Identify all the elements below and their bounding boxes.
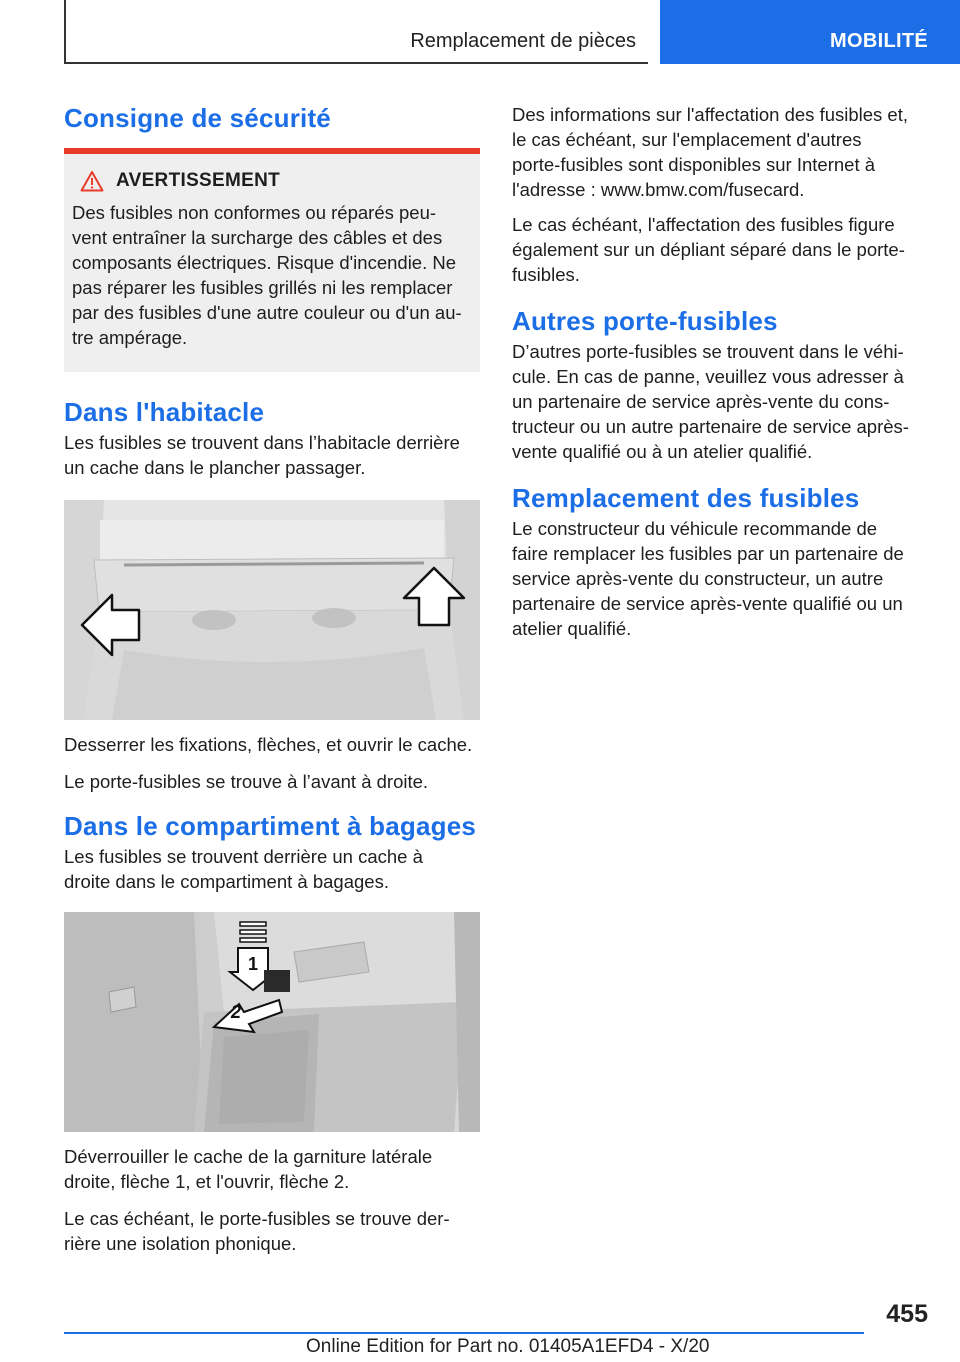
- trunk-note-line: rière une isolation phonique.: [64, 1233, 297, 1254]
- leaflet-line: fusibles.: [512, 264, 580, 285]
- cabin-location: Le porte-fusibles se trouve à l’avant à droite.: [64, 771, 429, 792]
- cabin-heading: Dans l'habitacle: [64, 397, 265, 427]
- replace-line: service après-vente du constructeur, un autre: [512, 568, 884, 589]
- section-tab-label: MOBILITÉ: [830, 30, 928, 52]
- trunk-text-line: droite dans le compartiment à bagages.: [64, 871, 389, 892]
- page-number: 455: [886, 1300, 928, 1328]
- warning-line: tre ampérage.: [72, 327, 188, 348]
- replace-line: faire remplacer les fusibles par un partenaire de: [512, 543, 904, 564]
- warning-line: vent entraîner la surcharge des câbles et des: [72, 227, 443, 248]
- replace-line: Le constructeur du véhicule recommande de: [512, 518, 878, 539]
- replace-line: partenaire de service après-vente qualifié ou un: [512, 593, 903, 614]
- warning-line: par des fusibles d'une autre couleur ou d'un au-: [72, 302, 462, 323]
- info-line: porte-fusibles sont disponibles sur Internet à: [512, 154, 876, 175]
- trunk-text-line: Les fusibles se trouvent derrière un cache à: [64, 846, 423, 867]
- chapter-title: Remplacement de pièces: [410, 30, 636, 52]
- trunk-heading: Dans le compartiment à bagages: [64, 811, 477, 841]
- leaflet-line: Le cas échéant, l'affectation des fusibles figure: [512, 214, 895, 235]
- trunk-caption-line: droite, flèche 1, et l'ouvrir, flèche 2.: [64, 1171, 350, 1192]
- other-line: tructeur ou un autre partenaire de service après-: [512, 416, 909, 437]
- other-line: un partenaire de service après-vente du cons-: [512, 391, 890, 412]
- cabin-fuse-cover-photo: [64, 500, 480, 720]
- other-line: D’autres porte-fusibles se trouvent dans le véhi-: [512, 341, 904, 362]
- trunk-note-line: Le cas échéant, le porte-fusibles se trouve der-: [64, 1208, 450, 1229]
- cabin-text-line: Les fusibles se trouvent dans l’habitacle derrière: [64, 432, 460, 453]
- info-line: Des informations sur l'affectation des fusibles et,: [512, 104, 908, 125]
- footer-rule: [64, 1332, 864, 1334]
- info-line: le cas échéant, sur l'emplacement d'autres: [512, 129, 862, 150]
- warning-box: [64, 154, 480, 372]
- leaflet-line: également sur un dépliant séparé dans le porte-: [512, 239, 905, 260]
- left-column: [64, 100, 480, 1256]
- other-fuse-box-heading: Autres porte-fusibles: [512, 306, 778, 336]
- other-line: vente qualifié ou à un atelier qualifié.: [512, 441, 813, 462]
- replace-line: atelier qualifié.: [512, 618, 632, 639]
- warning-line: composants électriques. Risque d'incendie. Ne: [72, 252, 457, 273]
- callout-2-label: 2: [230, 1002, 242, 1022]
- right-column: [512, 102, 926, 641]
- trunk-side-trim-photo: [64, 912, 480, 1132]
- replace-fuses-heading: Remplacement des fusibles: [512, 483, 860, 513]
- section-tab[interactable]: [660, 0, 960, 64]
- cabin-caption: Desserrer les fixations, flèches, et ouvrir le cache.: [64, 734, 473, 755]
- footer-edition: Online Edition for Part no. 01405A1EFD4 - X/20: [306, 1336, 710, 1357]
- trunk-caption-line: Déverrouiller le cache de la garniture latérale: [64, 1146, 433, 1167]
- other-line: cule. En cas de panne, veuillez vous adresser à: [512, 366, 904, 387]
- header-chapter-box: [64, 0, 648, 64]
- warning-line: pas réparer les fusibles grillés ni les remplacer: [72, 277, 453, 298]
- warning-title: AVERTISSEMENT: [116, 170, 281, 191]
- info-line: l'adresse : www.bmw.com/fusecard.: [512, 179, 805, 200]
- cabin-text-line: un cache dans le plancher passager.: [64, 457, 366, 478]
- callout-1-label: 1: [247, 954, 259, 974]
- warning-triangle-icon: [80, 170, 104, 192]
- warning-line: Des fusibles non conformes ou réparés peu-: [72, 202, 437, 223]
- safety-heading: Consigne de sécurité: [64, 103, 331, 133]
